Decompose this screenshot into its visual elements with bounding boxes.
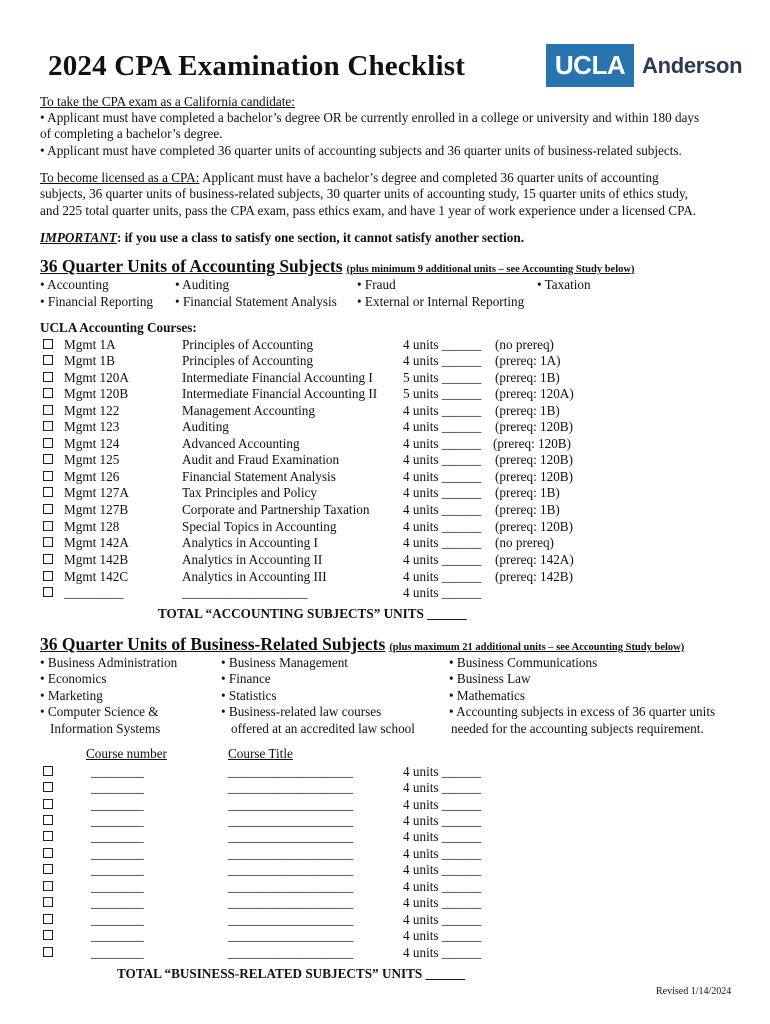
course-number-blank[interactable]: ________	[91, 862, 144, 877]
page-title: 2024 CPA Examination Checklist	[48, 50, 466, 82]
course-checkbox[interactable]	[43, 438, 53, 448]
business-row	[43, 846, 53, 863]
course-row	[43, 469, 53, 486]
course-units: 4 units ______	[403, 337, 482, 352]
course-checkbox[interactable]	[43, 848, 53, 858]
course-units: 4 units ______	[403, 552, 482, 567]
accounting-subject: • Taxation	[537, 277, 591, 292]
course-units: 4 units ______	[403, 862, 482, 877]
course-prereq: (prereq: 1B)	[495, 403, 560, 418]
accounting-subject: • Financial Reporting	[40, 294, 154, 309]
course-units: 4 units ______	[403, 502, 482, 517]
business-row	[43, 862, 53, 879]
course-title-blank[interactable]: ___________________	[228, 846, 354, 861]
course-units: 4 units ______	[403, 764, 482, 779]
exam-bullet-2: • Applicant must have completed 36 quarter units of accounting subjects and 36 quarter units of business-related subjects.	[40, 143, 682, 158]
course-prereq: (prereq: 1B)	[495, 502, 560, 517]
course-number-blank[interactable]: ________	[91, 780, 144, 795]
course-checkbox[interactable]	[43, 897, 53, 907]
course-row	[43, 585, 53, 602]
course-checkbox[interactable]	[43, 372, 53, 382]
course-number-blank[interactable]: ________	[91, 879, 144, 894]
course-checkbox[interactable]	[43, 421, 53, 431]
important-text: : if you use a class to satisfy one section, it cannot satisfy another section.	[116, 230, 525, 245]
course-checkbox[interactable]	[43, 339, 53, 349]
course-prereq: (prereq: 120B)	[495, 419, 573, 434]
course-title-blank[interactable]: ___________________	[228, 945, 354, 960]
course-number-blank[interactable]: ________	[91, 928, 144, 943]
course-row	[43, 386, 53, 403]
license-line-1	[40, 170, 659, 187]
course-prereq: (prereq: 120B)	[495, 469, 573, 484]
course-checkbox[interactable]	[43, 782, 53, 792]
course-row	[43, 353, 53, 370]
course-units: 4 units ______	[403, 569, 482, 584]
course-prereq: (prereq: 120B)	[495, 519, 573, 534]
course-code: Mgmt 142B	[64, 552, 129, 567]
course-row	[43, 535, 53, 552]
course-title: Intermediate Financial Accounting I	[182, 370, 373, 385]
course-units: 4 units ______	[403, 585, 482, 600]
accounting-section-heading	[40, 256, 634, 277]
course-code: Mgmt 1A	[64, 337, 116, 352]
course-units: 5 units ______	[403, 386, 482, 401]
business-subject: • Computer Science &	[40, 704, 159, 719]
course-code: Mgmt 142A	[64, 535, 129, 550]
course-units: 5 units ______	[403, 370, 482, 385]
business-row	[43, 945, 53, 962]
course-title: Corporate and Partnership Taxation	[182, 502, 370, 517]
course-checkbox[interactable]	[43, 571, 53, 581]
business-row	[43, 829, 53, 846]
license-line-1-rest: Applicant must have a bachelor’s degree and completed 36 quarter units of accounting	[199, 170, 659, 185]
exam-bullet-1-cont: of completing a bachelor’s degree.	[40, 126, 223, 141]
course-checkbox[interactable]	[43, 815, 53, 825]
course-title-blank[interactable]: ___________________	[182, 585, 308, 600]
accounting-subject: • External or Internal Reporting	[357, 294, 525, 309]
course-title-blank[interactable]: ___________________	[228, 912, 354, 927]
course-title: Advanced Accounting	[182, 436, 300, 451]
course-checkbox[interactable]	[43, 388, 53, 398]
course-number-header: Course number	[86, 746, 167, 761]
course-checkbox[interactable]	[43, 831, 53, 841]
course-prereq: (prereq: 1A)	[495, 353, 561, 368]
course-units: 4 units ______	[403, 519, 482, 534]
course-number-blank[interactable]: ________	[91, 945, 144, 960]
accounting-subject: • Financial Statement Analysis	[175, 294, 337, 309]
exam-bullet-1: • Applicant must have completed a bachelor’s degree OR be currently enrolled in a college or university and within 180 days	[40, 110, 700, 125]
course-prereq: (no prereq)	[495, 535, 554, 550]
course-title-blank[interactable]: ___________________	[228, 895, 354, 910]
course-row	[43, 370, 53, 387]
course-code: Mgmt 123	[64, 419, 120, 434]
course-row	[43, 485, 53, 502]
course-units: 4 units ______	[403, 797, 482, 812]
business-note: (plus maximum 21 additional units – see Accounting Study below)	[389, 642, 685, 653]
course-checkbox[interactable]	[43, 537, 53, 547]
course-title-blank[interactable]: ___________________	[228, 780, 354, 795]
ucla-logo-box: UCLA	[546, 44, 634, 87]
course-prereq: (no prereq)	[495, 337, 554, 352]
business-section-heading	[40, 634, 684, 655]
course-title: Analytics in Accounting II	[182, 552, 323, 567]
course-code: Mgmt 142C	[64, 569, 129, 584]
course-prereq: (prereq: 1B)	[495, 370, 560, 385]
accounting-total: TOTAL “ACCOUNTING SUBJECTS” UNITS ______	[158, 606, 467, 621]
course-prereq: (prereq: 142A)	[495, 552, 574, 567]
course-checkbox[interactable]	[43, 405, 53, 415]
course-row	[43, 552, 53, 569]
business-row	[43, 879, 53, 896]
course-prereq: (prereq: 120A)	[495, 386, 574, 401]
business-subject: • Business-related law courses	[221, 704, 382, 719]
business-subject: Information Systems	[50, 721, 161, 736]
course-units: 4 units ______	[403, 452, 482, 467]
course-code: Mgmt 1B	[64, 353, 115, 368]
business-row	[43, 928, 53, 945]
accounting-note: (plus minimum 9 additional units – see Accounting Study below)	[346, 264, 635, 275]
business-subject: needed for the accounting subjects requirement.	[451, 721, 704, 736]
business-subject: • Business Administration	[40, 655, 178, 670]
course-code-blank[interactable]: _________	[64, 585, 124, 600]
course-checkbox[interactable]	[43, 766, 53, 776]
course-units: 4 units ______	[403, 419, 482, 434]
course-checkbox[interactable]	[43, 554, 53, 564]
course-units: 4 units ______	[403, 485, 482, 500]
exam-heading: To take the CPA exam as a California candidate:	[40, 94, 295, 109]
business-total: TOTAL “BUSINESS-RELATED SUBJECTS” UNITS ______	[117, 966, 466, 981]
course-number-blank[interactable]: ________	[91, 829, 144, 844]
course-code: Mgmt 124	[64, 436, 120, 451]
course-title: Tax Principles and Policy	[182, 485, 317, 500]
business-row	[43, 780, 53, 797]
business-heading: 36 Quarter Units of Business-Related Subjects	[40, 634, 386, 654]
business-subject: offered at an accredited law school	[231, 721, 415, 736]
course-row	[43, 403, 53, 420]
course-checkbox[interactable]	[43, 587, 53, 597]
course-code: Mgmt 126	[64, 469, 120, 484]
course-title: Audit and Fraud Examination	[182, 452, 340, 467]
business-subject: • Economics	[40, 671, 107, 686]
business-row	[43, 895, 53, 912]
course-code: Mgmt 120B	[64, 386, 129, 401]
course-number-blank[interactable]: ________	[91, 895, 144, 910]
course-row	[43, 519, 53, 536]
course-units: 4 units ______	[403, 846, 482, 861]
course-title-blank[interactable]: ___________________	[228, 813, 354, 828]
course-number-blank[interactable]: ________	[91, 846, 144, 861]
course-title: Financial Statement Analysis	[182, 469, 336, 484]
courses-label: UCLA Accounting Courses:	[40, 320, 197, 335]
course-title-header: Course Title	[228, 746, 293, 761]
course-title: Principles of Accounting	[182, 353, 314, 368]
course-units: 4 units ______	[403, 895, 482, 910]
course-title-blank[interactable]: ___________________	[228, 764, 354, 779]
license-line-3: and 225 total quarter units, pass the CPA exam, pass ethics exam, and have 1 year of work experience under a licensed CPA.	[40, 203, 697, 218]
course-row	[43, 419, 53, 436]
course-checkbox[interactable]	[43, 864, 53, 874]
course-title-blank[interactable]: ___________________	[228, 862, 354, 877]
business-row	[43, 912, 53, 929]
course-checkbox[interactable]	[43, 521, 53, 531]
course-units: 4 units ______	[403, 535, 482, 550]
course-title-blank[interactable]: ___________________	[228, 928, 354, 943]
course-title-blank[interactable]: ___________________	[228, 829, 354, 844]
revised-date: Revised 1/14/2024	[656, 986, 732, 997]
course-units: 4 units ______	[403, 928, 482, 943]
course-prereq: (prereq: 142B)	[495, 569, 573, 584]
course-code: Mgmt 127B	[64, 502, 129, 517]
course-checkbox[interactable]	[43, 881, 53, 891]
course-checkbox[interactable]	[43, 487, 53, 497]
course-title: Analytics in Accounting I	[182, 535, 318, 550]
course-units: 4 units ______	[403, 436, 482, 451]
course-row	[43, 337, 53, 354]
ucla-anderson-logo	[546, 44, 742, 87]
course-title-blank[interactable]: ___________________	[228, 797, 354, 812]
course-title-blank[interactable]: ___________________	[228, 879, 354, 894]
important-note	[40, 230, 524, 247]
business-row	[43, 797, 53, 814]
course-units: 4 units ______	[403, 912, 482, 927]
course-checkbox[interactable]	[43, 504, 53, 514]
business-row	[43, 764, 53, 781]
course-units: 4 units ______	[403, 353, 482, 368]
license-line-2: subjects, 36 quarter units of business-related subjects, 30 quarter units of accounting study, 15 quarter units of ethics study,	[40, 186, 689, 201]
course-title: Analytics in Accounting III	[182, 569, 327, 584]
course-code: Mgmt 125	[64, 452, 120, 467]
course-number-blank[interactable]: ________	[91, 813, 144, 828]
license-heading: To become licensed as a CPA:	[40, 170, 200, 185]
course-checkbox[interactable]	[43, 454, 53, 464]
business-row	[43, 813, 53, 830]
course-checkbox[interactable]	[43, 799, 53, 809]
course-units: 4 units ______	[403, 829, 482, 844]
important-label: IMPORTANT	[40, 230, 117, 245]
course-number-blank[interactable]: ________	[91, 912, 144, 927]
business-subject: • Marketing	[40, 688, 103, 703]
business-subject: • Business Law	[449, 671, 531, 686]
business-subject: • Statistics	[221, 688, 277, 703]
course-units: 4 units ______	[403, 879, 482, 894]
course-prereq: (prereq: 120B)	[495, 452, 573, 467]
course-title: Principles of Accounting	[182, 337, 314, 352]
course-checkbox[interactable]	[43, 930, 53, 940]
course-prereq: (prereq: 1B)	[495, 485, 560, 500]
course-checkbox[interactable]	[43, 471, 53, 481]
course-row	[43, 452, 53, 469]
course-row	[43, 436, 53, 453]
course-title: Special Topics in Accounting	[182, 519, 337, 534]
accounting-subject: • Fraud	[357, 277, 396, 292]
course-code: Mgmt 128	[64, 519, 120, 534]
course-number-blank[interactable]: ________	[91, 764, 144, 779]
business-subject: • Business Communications	[449, 655, 598, 670]
course-title: Management Accounting	[182, 403, 315, 418]
course-number-blank[interactable]: ________	[91, 797, 144, 812]
course-prereq: (prereq: 120B)	[493, 436, 571, 451]
business-subject: • Mathematics	[449, 688, 526, 703]
business-subject: • Business Management	[221, 655, 348, 670]
course-code: Mgmt 120A	[64, 370, 129, 385]
course-code: Mgmt 127A	[64, 485, 129, 500]
course-row	[43, 502, 53, 519]
business-subject: • Accounting subjects in excess of 36 quarter units	[449, 704, 716, 719]
course-units: 4 units ______	[403, 469, 482, 484]
course-title: Auditing	[182, 419, 229, 434]
course-units: 4 units ______	[403, 813, 482, 828]
course-units: 4 units ______	[403, 780, 482, 795]
anderson-logo-text: Anderson	[642, 52, 743, 78]
business-subject: • Finance	[221, 671, 271, 686]
course-code: Mgmt 122	[64, 403, 120, 418]
course-checkbox[interactable]	[43, 947, 53, 957]
accounting-subject: • Auditing	[175, 277, 230, 292]
course-checkbox[interactable]	[43, 914, 53, 924]
course-checkbox[interactable]	[43, 355, 53, 365]
course-units: 4 units ______	[403, 945, 482, 960]
course-row	[43, 569, 53, 586]
accounting-subject: • Accounting	[40, 277, 109, 292]
course-title: Intermediate Financial Accounting II	[182, 386, 378, 401]
accounting-heading: 36 Quarter Units of Accounting Subjects	[40, 256, 343, 276]
course-units: 4 units ______	[403, 403, 482, 418]
